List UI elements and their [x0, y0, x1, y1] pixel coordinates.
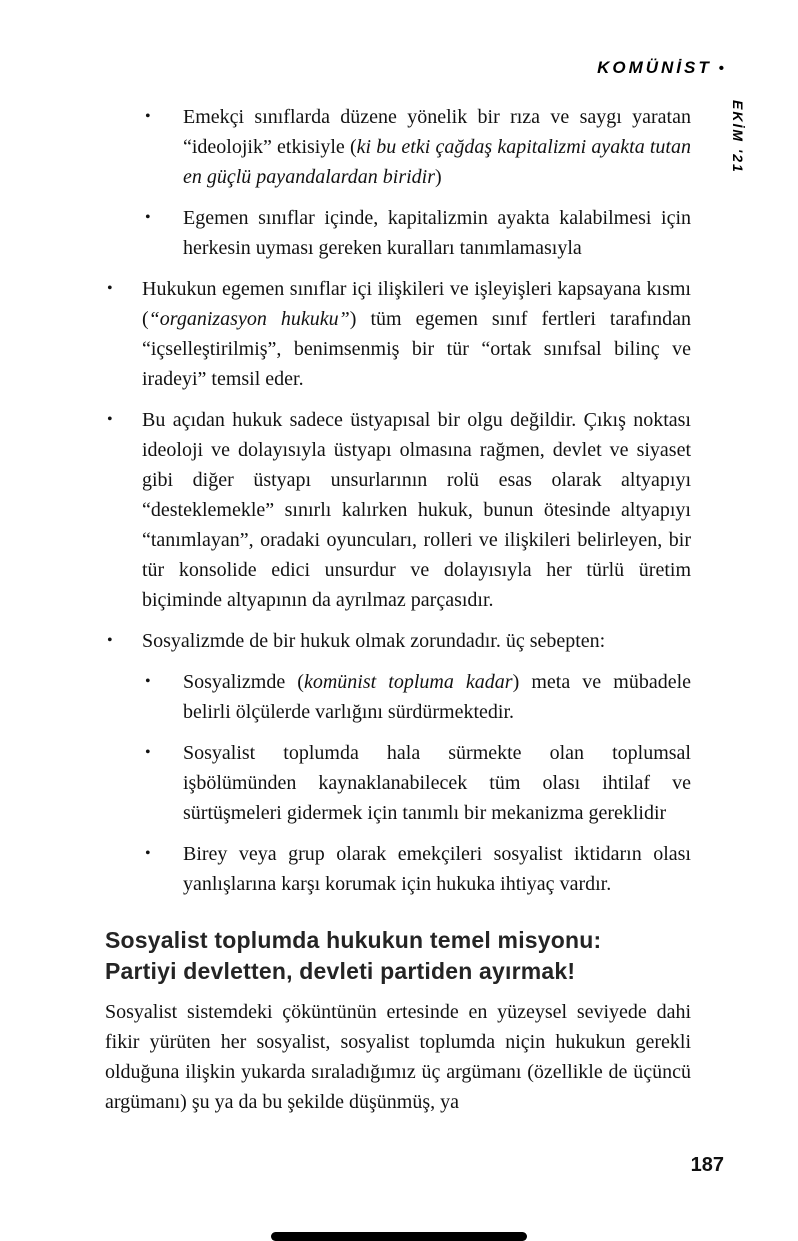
bullet-text	[183, 667, 691, 727]
text-segment: Sosyalizmde (	[183, 671, 304, 693]
page-number: 187	[690, 1154, 724, 1176]
bullet-marker: •	[107, 632, 113, 649]
bullet-text	[183, 738, 691, 828]
bullet-marker: •	[107, 411, 113, 428]
bullet-text	[142, 405, 691, 615]
bullet-text	[183, 102, 691, 192]
bullet-marker: •	[145, 108, 151, 125]
issue-date-vertical: EKİM '21	[730, 100, 746, 174]
bullet-item	[140, 839, 691, 899]
bullet-text	[142, 626, 691, 656]
text-segment: Sosyalizmde de bir hukuk olmak zorundadır. üç sebepten:	[142, 630, 606, 652]
magazine-title-text: KOMÜNİST	[597, 58, 712, 77]
text-segment: Sosyalist toplumda hala sürmekte olan toplumsal işbölümünden kaynaklanabilecek tüm olası ihtilaf ve sürtüşmeleri gidermek için tanımlı bir mekanizma gereklidir	[183, 742, 691, 824]
bullet-marker: •	[107, 280, 113, 297]
text-segment-italic: komünist topluma kadar	[303, 671, 513, 693]
bullet-item	[105, 405, 691, 615]
bullet-item	[140, 738, 691, 828]
bullet-text	[142, 274, 691, 394]
text-segment: Emekçi sınıflarda düzene yönelik bir rıza ve saygı yaratan “ideolojik” etkisiyle (	[183, 106, 691, 158]
bullet-marker: •	[145, 673, 151, 690]
bullet-text	[183, 839, 691, 899]
bottom-indicator-bar	[271, 1232, 527, 1241]
bullet-item	[140, 102, 691, 192]
text-segment-italic: “organizasyon hukuku”	[148, 308, 350, 330]
text-segment: Birey veya grup olarak emekçileri sosyalist iktidarın olası yanlışlarına karşı korumak için hukuka ihtiyaç vardır.	[183, 843, 691, 895]
title-bullet: •	[718, 60, 724, 77]
bullet-marker: •	[145, 845, 151, 862]
bullet-marker: •	[145, 209, 151, 226]
text-segment: ) meta ve mübadele belirli ölçülerde varlığını sürdürmektedir.	[183, 671, 692, 723]
text-segment: Egemen sınıflar içinde, kapitalizmin ayakta kalabilmesi için herkesin uyması gereken kuralları tanımlamasıyla	[183, 207, 691, 259]
page-content	[105, 102, 691, 1117]
bullet-item	[140, 667, 691, 727]
bullet-item	[105, 626, 691, 656]
section-heading	[105, 925, 691, 987]
bullet-text	[183, 203, 691, 263]
section-heading-line1: Sosyalist toplumda hukukun temel misyonu:	[105, 927, 602, 953]
section-heading-line2: Partiyi devletten, devleti partiden ayırmak!	[105, 958, 576, 984]
text-segment: )	[435, 166, 442, 188]
magazine-title	[597, 58, 724, 78]
bullet-item	[140, 203, 691, 263]
bullet-item	[105, 274, 691, 394]
text-segment: Hukukun egemen sınıflar içi ilişkileri ve işleyişleri kapsayana kısmı (	[142, 278, 691, 330]
text-segment: ) tüm egemen sınıf fertleri tarafından “içselleştirilmiş”, benimsenmiş bir tür “ortak sınıfsal bilinç ve iradeyi” temsil eder.	[142, 308, 691, 390]
text-segment-italic: ki bu etki çağdaş kapitalizmi ayakta tutan en güçlü payandalardan biridir	[183, 136, 691, 188]
body-paragraph: Sosyalist sistemdeki çöküntünün ertesinde en yüzeysel seviyede dahi fikir yürüten her sosyalist, sosyalist toplumda niçin hukukun gerekli olduğuna ilişkin yukarda sıraladığımız üç argümanı (özellikle de üçüncü argümanı) şu ya da bu şekilde düşünmüş, ya	[105, 1001, 691, 1113]
bullet-marker: •	[145, 744, 151, 761]
text-segment: Bu açıdan hukuk sadece üstyapısal bir olgu değildir. Çıkış noktası ideoloji ve dolayısıyla üstyapı olmasına rağmen, devlet ve siyaset gibi diğer üstyapı unsurlarının rolü esas olarak altyapıyı “desteklemekle” sınırlı kalırken hukuk, bunun ötesinde altyapıyı “tanımlayan”, oradaki oyuncuları, rolleri ve ilişkileri belirleyen, bir tür konsolide edici unsurdur ve dolayısıyla her türlü üretim biçiminde altyapının da ayrılmaz parçasıdır.	[142, 409, 691, 611]
